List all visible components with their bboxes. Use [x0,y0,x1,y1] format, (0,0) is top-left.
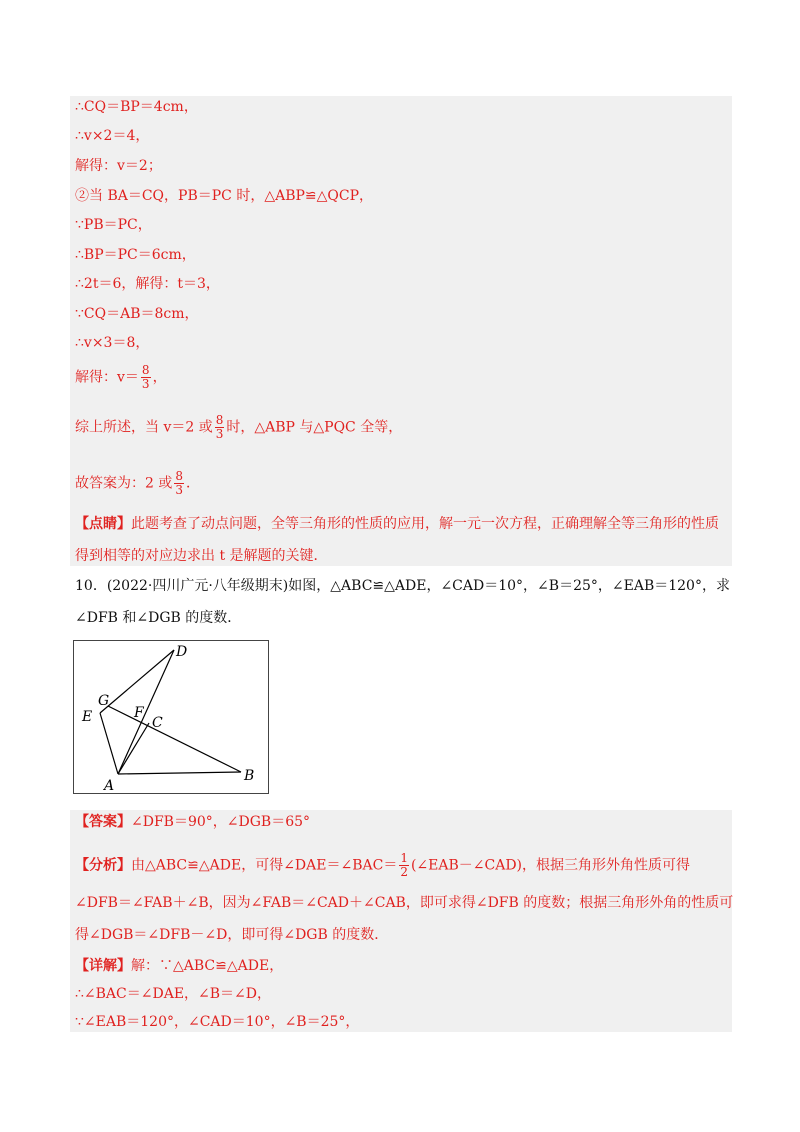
analysis-line: 【分析】由△ABC≌△ADE，可得∠DAE＝∠BAC＝ $\frac{1}{2}$ (∠EAB－∠CAD)，根据三角形外角性质可得 [75,851,691,879]
detail-tag: 【详解】 [75,958,131,974]
segment-AD [118,650,174,774]
detail-line: ∴∠BAC＝∠DAE，∠B＝∠D， [75,986,272,1002]
answer-line: 【答案】∠DFB＝90°，∠DGB＝65° [75,814,311,830]
segment-AB [118,772,241,774]
geometry-figure [73,640,269,794]
fraction: $\frac{8}{3}$ [141,363,150,391]
dianjing-tag: 【点睛】 [75,516,131,532]
segment-AE [100,713,118,774]
label-D: D [176,644,188,660]
analysis-line: ∠DFB＝∠FAB＋∠B，因为∠FAB＝∠CAD＋∠CAB，即可求得∠DFB 的度数；根据三角形外角的性质可 [75,895,734,911]
solution-line: 解得：v＝ $\frac{8}{3}$ ， [75,363,167,391]
fraction: $\frac{8}{3}$ [175,469,183,497]
solution-line: ∴2t＝6，解得：t＝3， [75,276,220,292]
solution-line: ∵CQ＝AB＝8cm， [75,306,199,322]
answer-tag: 【答案】 [75,814,131,830]
solution-line: 解得：v＝2； [75,158,162,174]
label-G: G [98,693,110,709]
dianjing-line: 【点睛】此题考查了动点问题，全等三角形的性质的应用，解一元一次方程，正确理解全等三角形的性质 [75,516,719,532]
segment-AC [118,723,149,774]
solution-line: ∴v×3＝8， [75,335,150,351]
analysis-tag: 【分析】 [75,857,131,874]
detail-line: 【详解】解：∵△ABC≌△ADE， [75,958,284,974]
solution-line: ∴v×2＝4， [75,128,150,144]
label-B: B [244,768,255,784]
detail-line: ∵∠EAB＝120°，∠CAD＝10°，∠B＝25°， [75,1014,360,1030]
segment-ED [100,650,174,713]
solution-line: ∴CQ＝BP＝4cm， [75,99,198,115]
solution-line: ②当 BA＝CQ，PB＝PC 时，△ABP≌△QCP， [75,188,374,204]
solution-line: ∴BP＝PC＝6cm， [75,247,196,263]
label-C: C [152,715,163,731]
label-F: F [134,705,144,721]
fraction: $\frac{8}{3}$ [215,413,224,441]
analysis-line: 得∠DGB＝∠DFB－∠D，即可得∠DGB 的度数． [75,927,389,943]
label-A: A [104,778,115,793]
figure-svg [74,641,268,793]
solution-line: 故答案为：2 或 $\frac{8}{3}$ ． [75,469,200,497]
dianjing-line: 得到相等的对应边求出 t 是解题的关键． [75,548,328,564]
problem-line: ∠DFB 和∠DGB 的度数． [75,610,242,626]
label-E: E [82,709,93,725]
fraction: $\frac{1}{2}$ [400,851,408,879]
segment-GB [108,706,241,772]
solution-line: ∵PB＝PC， [75,217,152,233]
solution-line: 综上所述，当 v＝2 或 $\frac{8}{3}$ 时，△ABP 与△PQC 全等， [75,413,403,441]
problem-line: 10．(2022·四川广元·八年级期末)如图，△ABC≌△ADE，∠CAD＝10°，∠B＝25°，∠EAB＝120°，求 [75,578,730,594]
